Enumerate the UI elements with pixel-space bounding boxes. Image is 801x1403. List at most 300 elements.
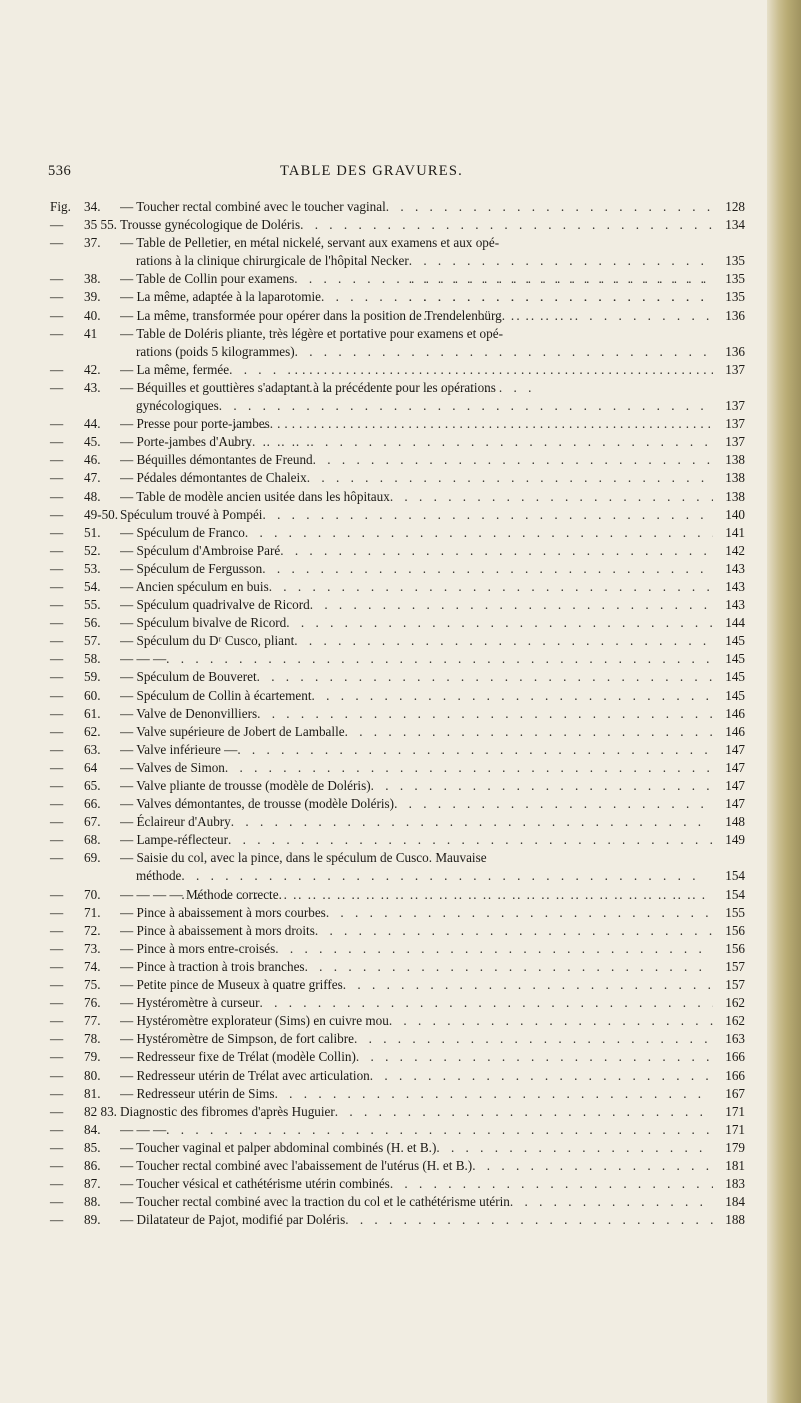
figure-description	[120, 632, 713, 650]
page-reference: 140	[725, 506, 745, 522]
figure-prefix: —	[50, 524, 64, 540]
figure-description	[120, 994, 713, 1012]
page-reference: 157	[725, 977, 745, 993]
figure-description	[120, 940, 713, 958]
page-reference: 184	[725, 1194, 745, 1210]
figure-prefix: —	[50, 1067, 64, 1083]
figure-entry	[50, 687, 745, 705]
figure-number: 54.	[84, 578, 101, 594]
figure-number: 40.	[84, 307, 101, 323]
figure-entry	[50, 325, 745, 361]
dot-leader	[305, 958, 713, 976]
figure-prefix: —	[50, 597, 64, 613]
dot-leader	[257, 668, 713, 686]
figure-number: 60.	[84, 687, 101, 703]
figure-entry	[50, 1193, 745, 1211]
dot-leader	[472, 1157, 713, 1175]
figure-entry	[50, 668, 745, 686]
dot-leader	[237, 741, 713, 759]
figure-prefix: —	[50, 705, 64, 721]
figure-title-text: — Lampe-réflecteur	[120, 832, 228, 848]
figure-description	[120, 216, 713, 234]
figure-entry	[50, 506, 745, 524]
figure-description	[120, 741, 713, 759]
figure-description	[120, 1193, 713, 1211]
figure-prefix: —	[50, 1176, 64, 1192]
page-reference: 149	[725, 832, 745, 848]
figure-title-text: — — —	[120, 651, 167, 667]
figure-prefix: —	[50, 759, 64, 775]
figure-number: 41	[84, 325, 98, 341]
figure-title-text: — Béquilles démontantes de Freund	[120, 452, 313, 468]
figure-number: 75.	[84, 977, 101, 993]
figure-prefix: —	[50, 1139, 64, 1155]
figure-entry	[50, 614, 745, 632]
figure-description	[120, 958, 713, 976]
dot-leader	[166, 1121, 713, 1139]
figure-prefix: —	[50, 741, 64, 757]
figure-title-text: — Table de modèle ancien usitée dans les hôpitaux	[120, 488, 390, 504]
figure-entry	[50, 198, 745, 216]
figure-title-text: — Spéculum quadrivalve de Ricord	[120, 597, 310, 613]
figure-title-text: — Valve de Denonvilliers	[120, 705, 258, 721]
figure-number: 48.	[84, 488, 101, 504]
page-reference: 136	[725, 307, 745, 323]
figure-description	[120, 922, 713, 940]
figure-prefix: —	[50, 1157, 64, 1173]
dot-leader	[436, 1139, 713, 1157]
figure-prefix: —	[50, 1031, 64, 1047]
figure-prefix: —	[50, 723, 64, 739]
figure-number: 84.	[84, 1121, 101, 1137]
dot-leader	[371, 777, 713, 795]
figure-description	[120, 288, 713, 306]
figure-entry	[50, 813, 745, 831]
page-edge	[767, 0, 801, 1403]
page-reference: 128	[725, 199, 745, 214]
figure-entry	[50, 849, 745, 885]
figure-entry	[50, 795, 745, 813]
figure-entry	[50, 451, 745, 469]
figure-title-text: — Pince à abaissement à mors droits	[120, 922, 315, 938]
dot-leader	[356, 1048, 713, 1066]
figure-number: 34.	[84, 199, 101, 214]
figure-prefix: —	[50, 832, 64, 848]
figure-prefix: —	[50, 1085, 64, 1101]
figure-description	[120, 976, 713, 994]
dot-leader	[280, 542, 713, 560]
figure-number: 61.	[84, 705, 101, 721]
figure-description	[120, 415, 713, 433]
dot-leader	[394, 795, 713, 813]
figure-title-text: — Ancien spéculum en buis	[120, 578, 269, 594]
figure-title-line: — Table de Pelletier, en métal nickelé, servant aux examens et aux opé-	[120, 235, 500, 251]
figure-description	[120, 1157, 713, 1175]
figure-title-text: — Presse pour porte-jambes	[120, 416, 270, 432]
figure-entry	[50, 723, 745, 741]
figure-entry	[50, 596, 745, 614]
figure-title-text: — Toucher vésical et cathétérisme utérin combinés	[120, 1176, 390, 1192]
figure-number: 79.	[84, 1049, 101, 1065]
dot-leader	[275, 1085, 713, 1103]
figure-entry	[50, 705, 745, 723]
figure-number: 46.	[84, 452, 101, 468]
page-reference: 136	[725, 343, 745, 359]
figure-prefix: —	[50, 307, 64, 323]
figure-prefix: —	[50, 289, 64, 305]
figure-title-text: — Pince à abaissement à mors courbes	[120, 904, 326, 920]
figure-number: 59.	[84, 669, 101, 685]
figure-prefix: —	[50, 814, 64, 830]
figure-title-text: — Valves démontantes, de trousse (modèle Doléris)	[120, 796, 395, 812]
dot-leader	[225, 759, 713, 777]
figure-title-text: — Toucher rectal combiné avec le toucher vaginal	[120, 199, 386, 214]
figure-title-text: — Spéculum de Fergusson	[120, 560, 263, 576]
figure-prefix: —	[50, 958, 64, 974]
dot-leader	[307, 469, 713, 487]
figure-number: 86.	[84, 1157, 101, 1173]
figure-number: 73.	[84, 940, 101, 956]
figure-title-text: — La même, fermée	[120, 361, 230, 377]
figure-title-line: — Béquilles et gouttières s'adaptant à la précédente pour les opérations	[120, 379, 496, 395]
figure-number: 69.	[84, 850, 101, 866]
dot-leader	[269, 578, 713, 596]
figure-number: 63.	[84, 741, 101, 757]
figure-title-text: — Hystéromètre explorateur (Sims) en cuivre mou	[120, 1013, 389, 1029]
dot-leader	[262, 560, 713, 578]
page-reference: 143	[725, 597, 745, 613]
figure-number: 64	[84, 759, 98, 775]
figure-entry	[50, 886, 745, 904]
page-reference: 154	[725, 886, 745, 902]
figure-prefix: —	[50, 1121, 64, 1137]
figure-title-text: — Hystéromètre à curseur	[120, 995, 260, 1011]
figure-title-text: — Spéculum bivalve de Ricord	[120, 615, 287, 631]
figure-number: 57.	[84, 633, 101, 649]
figure-entry	[50, 542, 745, 560]
dot-leader	[386, 198, 713, 216]
figure-number: 37.	[84, 235, 101, 251]
dot-leader	[389, 1012, 713, 1030]
figure-number: 82 83.	[84, 1103, 117, 1119]
page-reference: 147	[725, 796, 745, 812]
figure-entry	[50, 1067, 745, 1085]
dot-leader	[510, 1193, 713, 1211]
figure-number: 89.	[84, 1212, 101, 1228]
figure-title-text: — Redresseur fixe de Trélat (modèle Collin)	[120, 1049, 356, 1065]
figure-title-text: — La même, transformée pour opérer dans la position de Trendelenbürg	[120, 307, 502, 323]
dot-leader	[252, 433, 713, 451]
page-reference: 156	[725, 922, 745, 938]
figure-prefix: —	[50, 361, 64, 377]
page-reference: 146	[725, 705, 745, 721]
dot-leader	[229, 361, 713, 379]
figure-entry	[50, 578, 745, 596]
figure-entry	[50, 288, 745, 306]
figure-number: 55.	[84, 597, 101, 613]
figure-description	[120, 578, 713, 596]
page-number: 536	[48, 163, 72, 179]
figure-description	[120, 361, 713, 379]
figure-description	[120, 1103, 713, 1121]
figure-title-text: — Éclaireur d'Aubry	[120, 814, 231, 830]
figure-description	[120, 614, 713, 632]
figure-number: 53.	[84, 560, 101, 576]
figure-title-text: — Redresseur utérin de Trélat avec articulation	[120, 1067, 370, 1083]
page-reference: 157	[725, 958, 745, 974]
figure-number: 44.	[84, 416, 101, 432]
figure-title-text: — Spéculum du Dʳ Cusco, pliant	[120, 633, 295, 649]
figure-number: 45.	[84, 434, 101, 450]
figure-entry	[50, 1012, 745, 1030]
page-reference: 145	[725, 669, 745, 685]
figure-number: 47.	[84, 470, 101, 486]
running-title: TABLE DES GRAVURES.	[280, 163, 463, 179]
figure-title-text: — Toucher rectal combiné avec la traction du col et le cathétérisme utérin	[120, 1194, 510, 1210]
figure-prefix: —	[50, 379, 64, 395]
figure-entry	[50, 904, 745, 922]
figure-title-text: — Pédales démontantes de Chaleix	[120, 470, 307, 486]
table-of-figures	[50, 198, 745, 1229]
dot-leader	[370, 1067, 713, 1085]
figure-entry	[50, 777, 745, 795]
figure-entry	[50, 1211, 745, 1229]
figure-prefix: —	[50, 1194, 64, 1210]
figure-prefix: —	[50, 651, 64, 667]
figure-number: 76.	[84, 995, 101, 1011]
figure-description	[120, 451, 713, 469]
figure-prefix: —	[50, 796, 64, 812]
figure-title-text: — Porte-jambes d'Aubry	[120, 434, 253, 450]
figure-entry	[50, 650, 745, 668]
figure-description	[120, 687, 713, 705]
figure-number: 65.	[84, 778, 101, 793]
figure-entry	[50, 216, 745, 234]
page-reference: 166	[725, 1049, 745, 1065]
page-reference: 138	[725, 488, 745, 504]
page-reference: 147	[725, 778, 745, 793]
dot-leader	[345, 1211, 713, 1229]
figure-prefix: —	[50, 922, 64, 938]
figure-title-text: méthode	[136, 868, 182, 884]
figure-description	[120, 1139, 713, 1157]
page-reference: 167	[725, 1085, 745, 1101]
figure-entry	[50, 433, 745, 451]
page-reference: 156	[725, 940, 745, 956]
figure-title-text: — Spéculum de Franco	[120, 524, 245, 540]
figure-entry	[50, 1175, 745, 1193]
figure-number: 88.	[84, 1194, 101, 1210]
page-reference: 162	[725, 1013, 745, 1029]
figure-prefix: —	[50, 560, 64, 576]
figure-prefix: —	[50, 886, 64, 902]
dot-leader	[257, 705, 713, 723]
figure-entry	[50, 831, 745, 849]
figure-description	[120, 777, 713, 795]
page-reference: 135	[725, 289, 745, 305]
page-reference: 146	[725, 723, 745, 739]
figure-entry	[50, 940, 745, 958]
page-reference: 143	[725, 560, 745, 576]
figure-description	[120, 1085, 713, 1103]
figure-number: 49-50.	[84, 506, 119, 522]
figure-prefix: Fig.	[50, 199, 71, 214]
figure-number: 85.	[84, 1139, 101, 1155]
figure-title-text: rations (poids 5 kilogrammes)	[136, 343, 295, 359]
dot-leader	[502, 307, 713, 325]
dot-leader	[245, 524, 713, 542]
figure-number: 80.	[84, 1067, 101, 1083]
figure-title-text: — Dilatateur de Pajot, modifié par Doléris	[120, 1212, 346, 1228]
page-reference: 162	[725, 995, 745, 1011]
figure-prefix: —	[50, 995, 64, 1011]
figure-description	[120, 813, 713, 831]
dot-leader	[313, 451, 713, 469]
figure-entry	[50, 560, 745, 578]
figure-description	[120, 886, 713, 904]
figure-title-text: — Redresseur utérin de Sims	[120, 1085, 275, 1101]
figure-description	[120, 650, 713, 668]
figure-title-text: — Valve supérieure de Jobert de Lamballe	[120, 723, 345, 739]
figure-number: 39.	[84, 289, 101, 305]
figure-title-text: Trousse gynécologique de Doléris	[120, 217, 301, 233]
dot-leader	[294, 632, 713, 650]
figure-prefix: —	[50, 1103, 64, 1119]
dot-leader	[345, 723, 713, 741]
figure-entry	[50, 1121, 745, 1139]
figure-number: 42.	[84, 361, 101, 377]
page-reference: 155	[725, 904, 745, 920]
figure-prefix: —	[50, 940, 64, 956]
figure-title-text: — Pince à traction à trois branches	[120, 958, 305, 974]
figure-description	[120, 433, 713, 451]
dot-leader	[286, 614, 713, 632]
page-reference: 137	[725, 416, 745, 432]
figure-number: 66.	[84, 796, 101, 812]
figure-description	[120, 904, 713, 922]
figure-description	[120, 795, 713, 813]
figure-number: 77.	[84, 1013, 101, 1029]
figure-prefix: —	[50, 325, 64, 341]
page-reference: 145	[725, 633, 745, 649]
figure-description	[120, 524, 713, 542]
dot-leader	[315, 922, 713, 940]
page-reference: 183	[725, 1176, 745, 1192]
figure-title-text: — Spéculum de Bouveret	[120, 669, 257, 685]
page-reference: 137	[725, 361, 745, 377]
figure-title-text: — Valve inférieure —	[120, 741, 238, 757]
dot-leader	[300, 216, 713, 234]
figure-entry	[50, 361, 745, 379]
figure-number: 67.	[84, 814, 101, 830]
figure-prefix: —	[50, 977, 64, 993]
figure-title-text: — Pince à mors entre-croisés	[120, 940, 276, 956]
figure-title-text: — Valve pliante de trousse (modèle de Doléris)	[120, 778, 371, 793]
figure-description	[120, 705, 713, 723]
dot-leader	[270, 415, 713, 433]
figure-prefix: —	[50, 488, 64, 504]
dot-leader	[231, 813, 713, 831]
figure-entry	[50, 976, 745, 994]
page-reference: 181	[725, 1157, 745, 1173]
dot-leader	[166, 650, 713, 668]
dot-leader	[279, 886, 713, 904]
page-reference: 147	[725, 741, 745, 757]
figure-prefix: —	[50, 506, 64, 522]
page-reference: 135	[725, 253, 745, 269]
page-reference: 147	[725, 759, 745, 775]
page-reference: 143	[725, 578, 745, 594]
figure-number: 70.	[84, 886, 101, 902]
figure-number: 87.	[84, 1176, 101, 1192]
figure-title-text: gynécologiques	[136, 398, 219, 414]
figure-number: 62.	[84, 723, 101, 739]
figure-title-text: — — — — Méthode correcte	[120, 886, 279, 902]
figure-entry	[50, 307, 745, 325]
figure-description	[120, 1175, 713, 1193]
dot-leader	[326, 904, 713, 922]
figure-entry	[50, 234, 745, 270]
figure-description	[120, 542, 713, 560]
figure-description	[120, 668, 713, 686]
figure-title-text: — Hystéromètre de Simpson, de fort calibre	[120, 1031, 355, 1047]
page-reference: 188	[725, 1212, 745, 1228]
figure-entry	[50, 270, 745, 288]
figure-title-text: — Spéculum de Collin à écartement	[120, 687, 312, 703]
page-reference: 141	[725, 524, 745, 540]
figure-title-line: — Saisie du col, avec la pince, dans le spéculum de Cusco. Mauvaise	[120, 850, 487, 866]
figure-prefix: —	[50, 434, 64, 450]
figure-description	[120, 1030, 713, 1048]
page-reference: 148	[725, 814, 745, 830]
figure-title-text: Diagnostic des fibromes d'après Huguier	[120, 1103, 335, 1119]
figure-title-text: rations à la clinique chirurgicale de l'hôpital Necker	[136, 253, 409, 269]
figure-prefix: —	[50, 633, 64, 649]
figure-number: 51.	[84, 524, 101, 540]
figure-title-text: — La même, adaptée à la laparotomie	[120, 289, 322, 305]
figure-prefix: —	[50, 416, 64, 432]
page-reference: 145	[725, 687, 745, 703]
dot-leader	[335, 1103, 713, 1121]
figure-number: 38.	[84, 271, 101, 287]
figure-number: 74.	[84, 958, 101, 974]
page-reference: 134	[725, 217, 745, 233]
figure-entry	[50, 741, 745, 759]
figure-prefix: —	[50, 578, 64, 594]
figure-entry	[50, 922, 745, 940]
figure-prefix: —	[50, 778, 64, 793]
dot-leader	[312, 687, 713, 705]
figure-prefix: —	[50, 1212, 64, 1228]
figure-prefix: —	[50, 470, 64, 486]
figure-entry	[50, 1085, 745, 1103]
figure-description	[120, 1067, 713, 1085]
figure-title-text: — Table de Collin pour examens	[120, 271, 295, 287]
figure-prefix: —	[50, 687, 64, 703]
figure-description	[120, 307, 713, 325]
figure-number: 81.	[84, 1085, 101, 1101]
page-reference: 137	[725, 398, 745, 414]
figure-entry	[50, 1048, 745, 1066]
figure-description	[120, 723, 713, 741]
page-reference: 166	[725, 1067, 745, 1083]
figure-entry	[50, 759, 745, 777]
figure-description	[120, 596, 713, 614]
figure-number: 71.	[84, 904, 101, 920]
figure-title-text: Spéculum trouvé à Pompéi	[120, 506, 263, 522]
figure-number: 52.	[84, 542, 101, 558]
figure-number: 72.	[84, 922, 101, 938]
